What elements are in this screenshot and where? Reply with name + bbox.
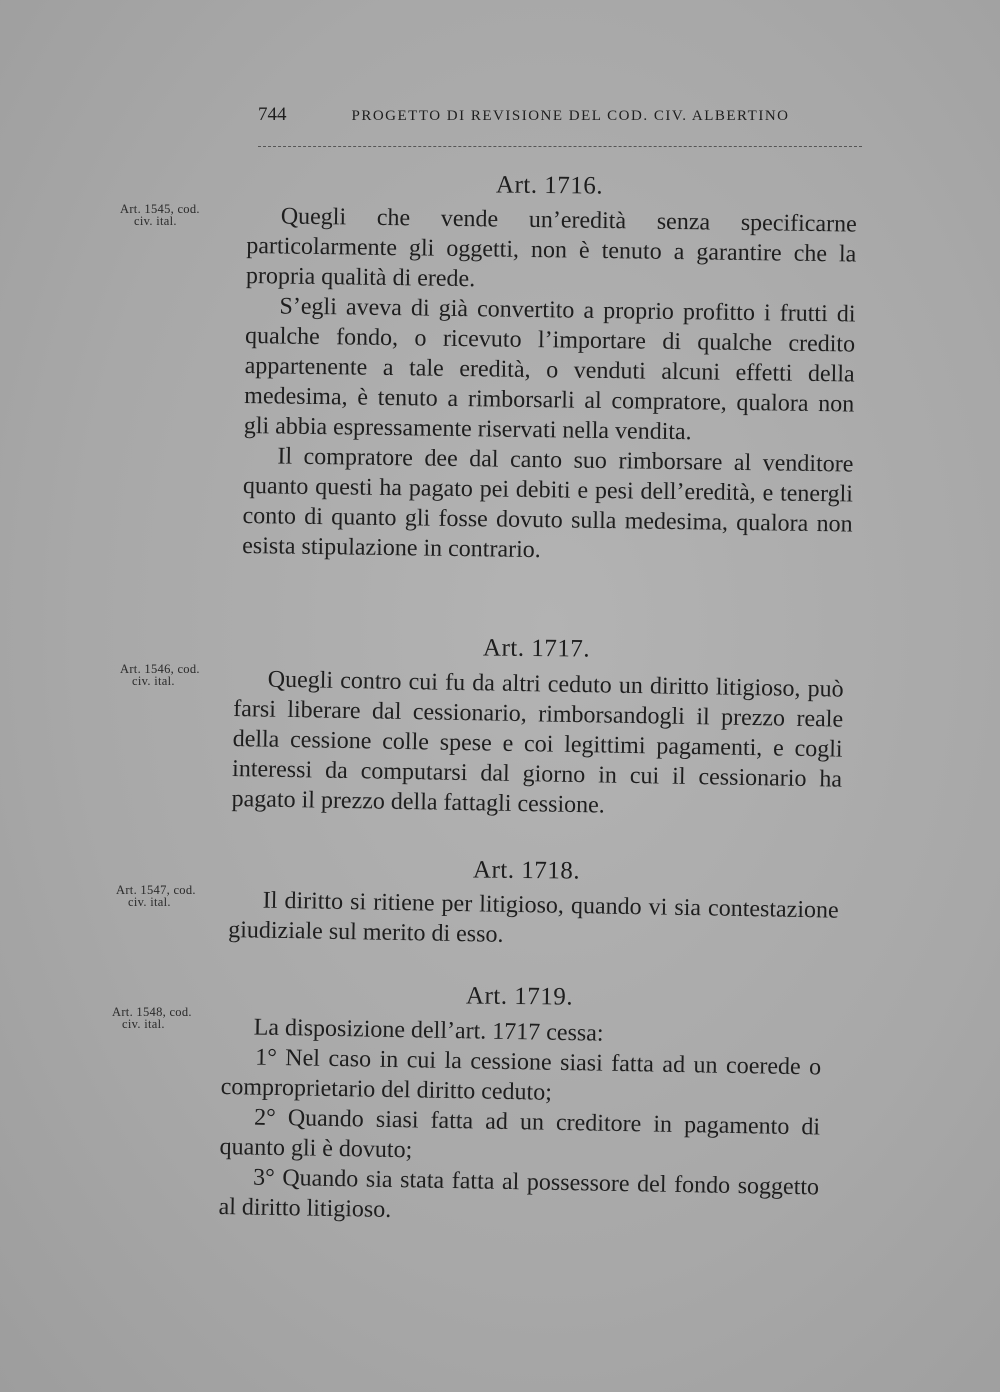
margin-note-1718 — [116, 884, 236, 908]
article-heading-1719: Art. 1719. — [465, 982, 574, 1011]
paragraph: Il diritto si ritiene per litigioso, quando vi sia contestazione giudiziale sul merito di esso. — [227, 887, 839, 948]
margin-note-1716 — [120, 203, 240, 227]
article-heading-1716: Art. 1716. — [495, 171, 604, 200]
paragraph: 1° Nel caso in cui la cessione siasi fatta ad un coerede o comproprietario del diritto ceduto; — [220, 1044, 822, 1106]
article-heading-1717: Art. 1717. — [482, 634, 591, 663]
article-body-1718 — [228, 885, 839, 956]
page-number: 744 — [258, 104, 287, 125]
margin-note-line: Art. 1545, cod. — [120, 202, 200, 216]
margin-note-line: Art. 1546, cod. — [120, 662, 200, 676]
paragraph: Il compratore dee dal canto suo rimborsare al venditore quanto questi ha pagato pei debiti e pesi dell’eredità, e tenergli conto di quanto gli fosse dovuto sulla medesima, qualora non esista stipulazione in contrario. — [242, 443, 854, 564]
running-header — [258, 104, 858, 126]
header-rule — [258, 146, 862, 147]
article-body-1716 — [242, 201, 857, 569]
paragraph: La disposizione dell’art. 1717 cessa: — [253, 1014, 604, 1047]
paragraph: S’egli aveva di già convertito a proprio profitto i frutti di qualche fondo, o ricevuto l’importare di qualche credito appartenente a tale eredità, o venduti alcuni effetti della medesima, è tenuto a rimborsarli al compratore, qualora non gli abbia espressamente riservati nella vendita. — [243, 293, 856, 446]
margin-note-line: civ. ital. — [132, 674, 175, 688]
margin-note-line: Art. 1548, cod. — [112, 1005, 192, 1019]
margin-note-line: civ. ital. — [134, 214, 177, 228]
paragraph: 3° Quando sia stata fatta al possessore del fondo soggetto al diritto litigioso. — [218, 1164, 820, 1223]
paragraph: Quegli contro cui fu da altri ceduto un diritto litigioso, può farsi liberare dal cessionario, rimborsandogli il prezzo reale della cessione colle spese e coi legittimi pagamenti, e cogli interessi da computarsi dal giorno in cui il cessionario ha pagato il prezzo della fattagli cessione. — [231, 666, 844, 819]
running-title: PROGETTO DI REVISIONE DEL COD. CIV. ALBERTINO — [351, 108, 790, 124]
article-body-1717 — [231, 664, 844, 825]
paragraph: Quegli che vende un’eredità senza specificarne particolarmente gli oggetti, non è tenuto a garantire che la propria qualità di erede. — [245, 203, 857, 293]
margin-note-line: civ. ital. — [122, 1017, 165, 1031]
margin-note-1717 — [120, 663, 240, 687]
paragraph: 2° Quando siasi fatta ad un creditore in pagamento di quanto gli è dovuto; — [219, 1104, 821, 1164]
margin-note-line: civ. ital. — [128, 895, 171, 909]
margin-note-1719 — [112, 1006, 232, 1030]
margin-note-line: Art. 1547, cod. — [116, 883, 196, 897]
article-body-1719 — [218, 1012, 822, 1232]
article-heading-1718: Art. 1718. — [472, 856, 581, 885]
